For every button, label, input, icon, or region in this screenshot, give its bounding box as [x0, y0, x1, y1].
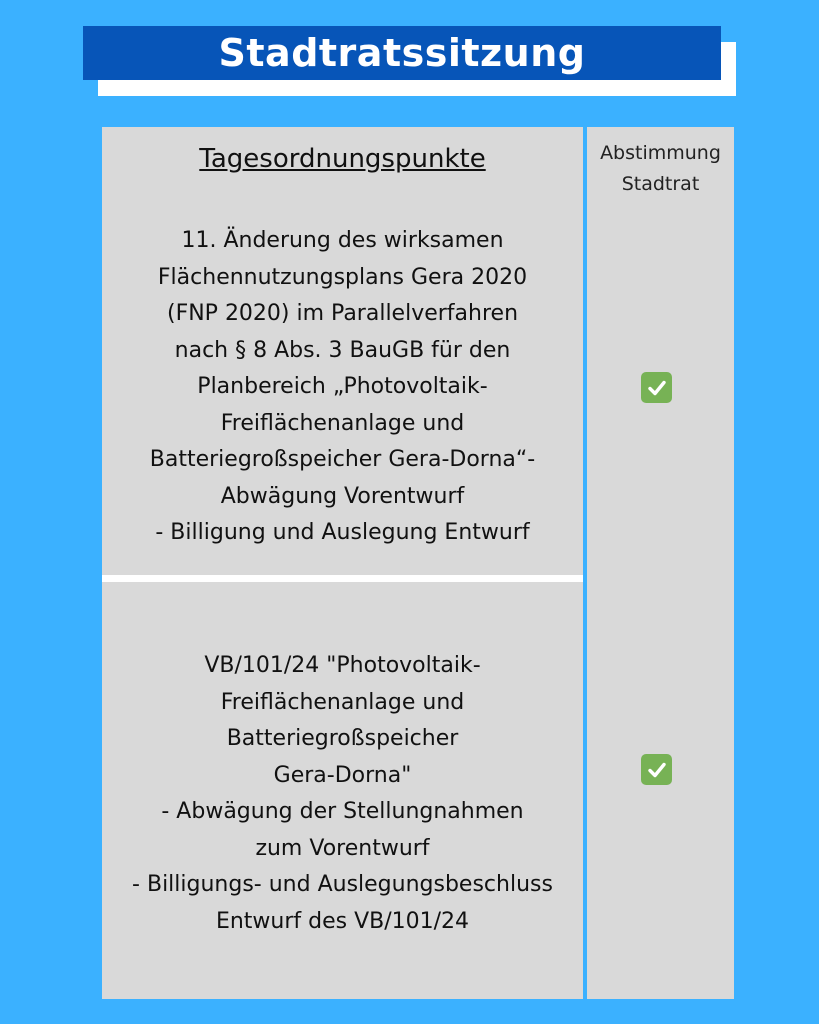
row-divider — [102, 575, 583, 582]
agenda-item-line: Entwurf des VB/101/24 — [215, 908, 470, 934]
agenda-item-line: - Billigungs- und Auslegungsbeschluss — [132, 872, 553, 897]
agenda-item-line: nach § 8 Abs. 3 BauGB für den — [174, 337, 511, 363]
agenda-item-line: 11. Änderung des wirksamen — [181, 228, 504, 253]
check-mark-icon — [641, 754, 672, 785]
title-banner — [83, 26, 721, 80]
agenda-heading: Tagesordnungspunkte — [199, 144, 486, 174]
agenda-item-line: Batteriegroßspeicher Gera-Dorna“- — [149, 447, 536, 472]
agenda-item-line: Planbereich „Photovoltaik- — [197, 374, 488, 399]
agenda-item-line: Flächennutzungsplans Gera 2020 — [157, 264, 528, 290]
vote-heading-line: Stadtrat — [621, 173, 700, 195]
agenda-item-line: Freiflächenanlage und — [220, 410, 465, 436]
vote-heading-line: Abstimmung — [600, 142, 721, 164]
vote-column — [587, 127, 734, 999]
agenda-item-line: VB/101/24 "Photovoltaik- — [204, 653, 481, 678]
agenda-item-2 — [118, 648, 567, 940]
page-title: Stadtratssitzung — [218, 31, 586, 75]
agenda-item-line: zum Vorentwurf — [255, 835, 430, 861]
agenda-item-line: Batteriegroßspeicher — [226, 726, 459, 751]
agenda-item-line: (FNP 2020) im Parallelverfahren — [166, 301, 519, 326]
agenda-item-line: Abwägung Vorentwurf — [220, 483, 465, 509]
agenda-item-line: Freiflächenanlage und — [220, 689, 465, 715]
agenda-item-line: - Billigung und Auslegung Entwurf — [155, 520, 530, 545]
check-mark-icon — [641, 372, 672, 403]
agenda-item-line: Gera-Dorna" — [273, 762, 412, 788]
agenda-item-1 — [118, 223, 567, 552]
agenda-item-line: - Abwägung der Stellungnahmen — [161, 799, 524, 824]
vote-heading — [587, 138, 734, 200]
